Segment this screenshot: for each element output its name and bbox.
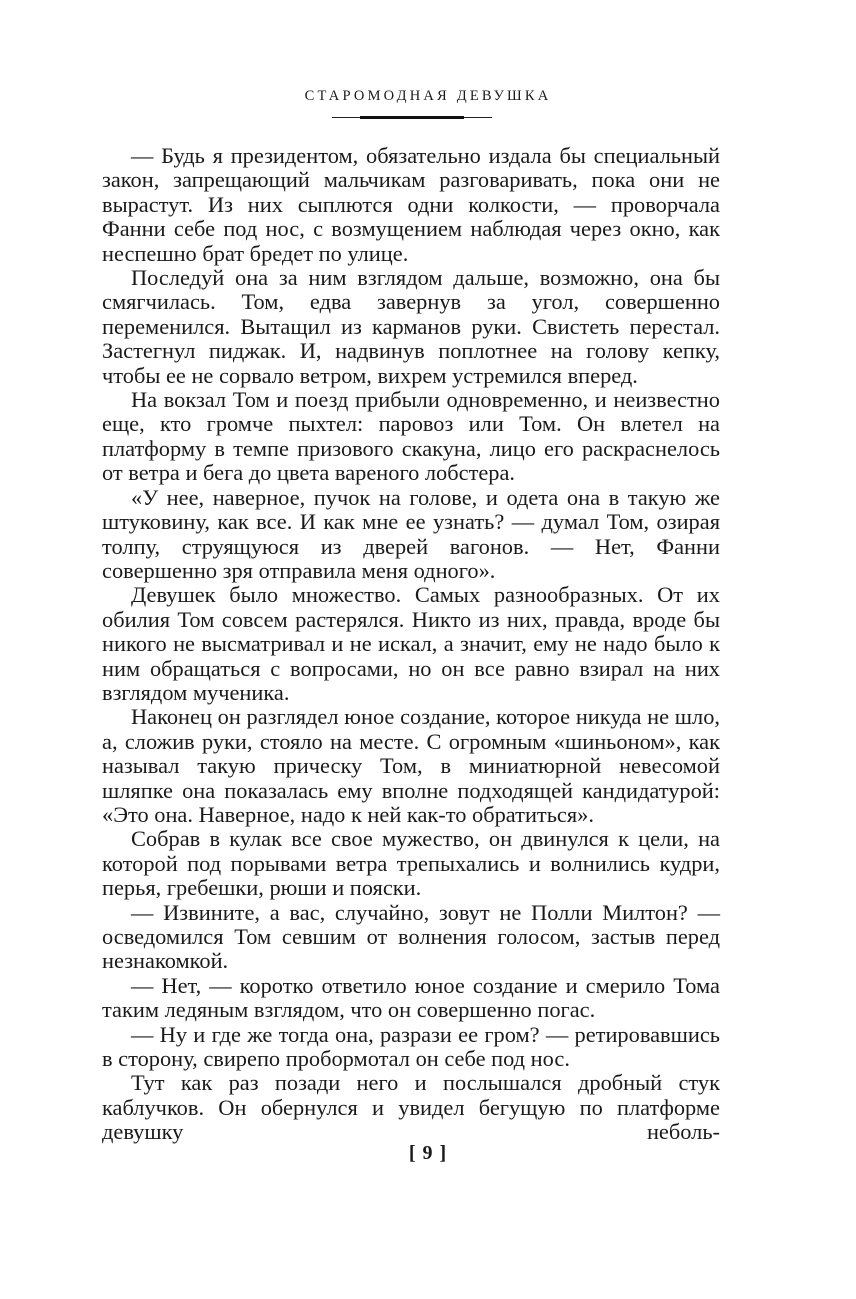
running-head-rule [332,116,492,118]
paragraph: — Будь я президентом, обязательно издала бы специальный закон, запрещающий мальчикам разговаривать, пока они не вырастут. Из них сыплются одни колкости, — проворчала Фанни себе под нос, с возмущением наблюдая через окно, как неспешно брат бредет по улице. [102,143,720,266]
paragraph: — Извините, а вас, случайно, зовут не Полли Милтон? — осведомился Том севшим от волнения голосом, застыв перед незнакомкой. [102,899,720,974]
paragraph: Девушек было множество. Самых разнообразных. От их обилия Том совсем растерялся. Никто из них, правда, вроде бы никого не высматривал и не искал, а значит, ему не надо было к ним обращаться с вопросами, но он все равно взирал на них взглядом мученика. [102,582,720,705]
body-text [102,144,720,1145]
paragraph: — Нет, — коротко ответило юное создание и смерило Тома таким ледяным взглядом, что он совершенно погас. [102,972,720,1023]
paragraph: Собрав в кулак все свое мужество, он двинулся к цели, на которой под порывами ветра трепыхались и волнились кудри, перья, гребешки, рюши и пояски. [102,826,720,901]
paragraph-last: Тут как раз позади него и послышался дробный стук каблучков. Он обернулся и увидел бегущую по платформе девушку неболь- [102,1070,720,1145]
paragraph: — Ну и где же тогда она, разрази ее гром? — ретировавшись в сторону, свирепо пробормотал он себе под нос. [102,1021,720,1072]
paragraph: Последуй она за ним взглядом дальше, возможно, она бы смягчилась. Том, едва завернув за угол, совершенно переменился. Вытащил из карманов руки. Свистеть перестал. Застегнул пиджак. И, надвинув поплотнее на голову кепку, чтобы ее не сорвало ветром, вихрем устремился вперед. [102,265,720,388]
page-number: [ 9 ] [408,1142,448,1164]
paragraph: На вокзал Том и поезд прибыли одновременно, и неизвестно еще, кто громче пыхтел: паровоз или Том. Он влетел на платформу в темпе призового скакуна, лицо его раскраснелось от ветра и бега до цвета вареного лобстера. [102,387,720,486]
paragraph: Наконец он разглядел юное создание, которое никуда не шло, а, сложив руки, стояло на месте. С огромным «шиньоном», как называл такую прическу Том, в миниатюрной невесомой шляпке она показалась ему вполне подходящей кандидатурой: «Это она. Наверное, надо к ней как-то обратиться». [102,704,720,827]
paragraph: «У нее, наверное, пучок на голове, и одета она в такую же штуковину, как все. И как мне ее узнать? — думал Том, озирая толпу, струящуюся из дверей вагонов. — Нет, Фанни совершенно зря отправила меня одного». [102,484,720,583]
running-head: СТАРОМОДНАЯ ДЕВУШКА [304,88,552,104]
rule-thick-line [360,116,464,119]
